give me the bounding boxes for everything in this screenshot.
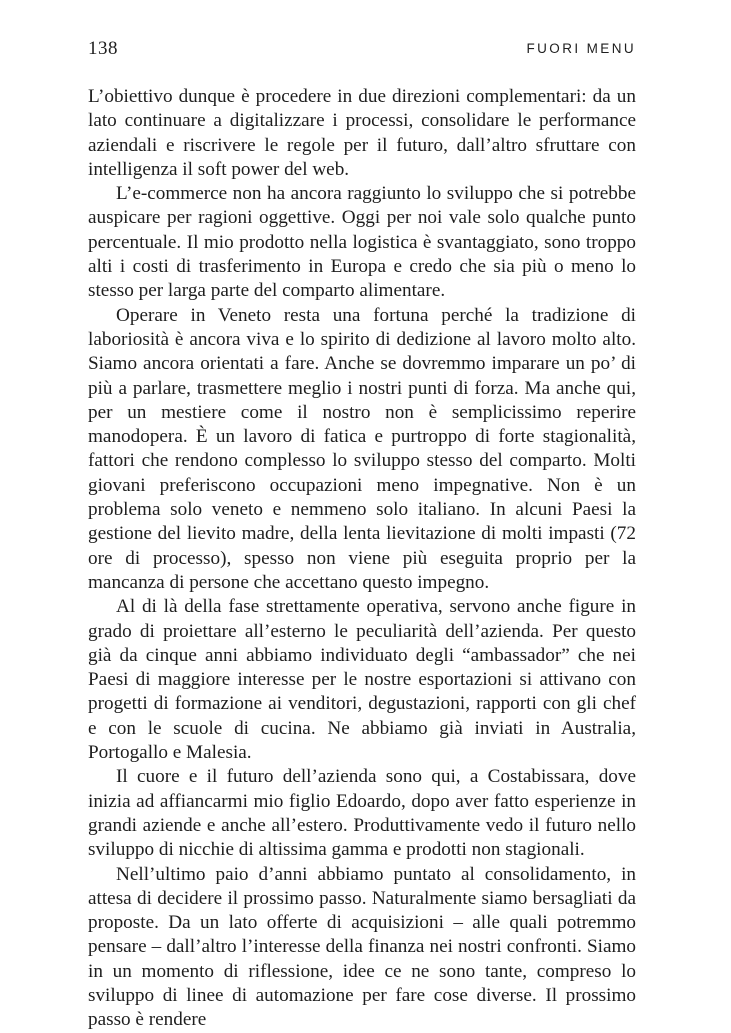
paragraph-5: Il cuore e il futuro dell’azienda sono qui, a Costabissara, dove inizia ad affiancarmi mio figlio Edoardo, dopo aver fatto esperienze in grandi aziende e anche all’estero. Produttivamente vedo il futuro nello sviluppo di nicchie di altissima gamma e prodotti non stagionali. — [88, 766, 636, 861]
paragraph-2: L’e-commerce non ha ancora raggiunto lo sviluppo che si potrebbe auspicare per ragioni oggettive. Oggi per noi vale solo qualche punto percentuale. Il mio prodotto nella logistica è svantaggiato, sono troppo alti i costi di trasferimento in Europa e credo che sia più o meno lo stesso per larga parte del comparto alimentare. — [88, 183, 636, 302]
paragraph-4: Al di là della fase strettamente operativa, servono anche figure in grado di proiettare all’esterno le peculiarità dell’azienda. Per questo già da cinque anni abbiamo individuato degli “ambassador” che nei Paesi di maggiore interesse per le nostre esportazioni si attivano con progetti di formazione ai venditori, degustazioni, rapporti con gli chef e con le scuole di cucina. Ne abbiamo già inviati in Australia, Portogallo e Malesia. — [88, 596, 636, 764]
running-head: FUORI MENU — [526, 41, 636, 56]
page-number: 138 — [88, 38, 118, 59]
book-page — [88, 0, 636, 1031]
paragraph-6: Nell’ultimo paio d’anni abbiamo puntato al consolidamento, in attesa di decidere il prossimo passo. Naturalmente siamo bersagliati da proposte. Da un lato offerte di acquisizioni – alle quali potremmo pensare – dall’altro l’interesse della finanza nei nostri confronti. Siamo in un momento di riflessione, idee ce ne sono tante, compreso lo sviluppo di linee di automazione per fare cose diverse. Il prossimo passo è rendere — [88, 863, 636, 1031]
paragraph-1: L’obiettivo dunque è procedere in due direzioni complementari: da un lato continuare a digitalizzare i processi, consolidare le performance aziendali e riscrivere le regole per il futuro, dall’altro sfruttare con intelligenza il soft power del web. — [88, 86, 636, 180]
paragraph-3: Operare in Veneto resta una fortuna perché la tradizione di laboriosità è ancora viva e lo spirito di dedizione al lavoro molto alto. Siamo ancora orientati a fare. Anche se dovremmo imparare un po’ di più a parlare, trasmettere meglio i nostri punti di forza. Ma anche qui, per un mestiere come il nostro non è semplicissimo reperire manodopera. È un lavoro di fatica e purtroppo di forte stagionalità, fattori che rendono complesso lo sviluppo stesso del comparto. Molti giovani preferiscono occupazioni meno impegnative. Non è un problema solo veneto e nemmeno solo italiano. In alcuni Paesi la gestione del lievito madre, della lenta lievitazione di molti impasti (72 ore di processo), spesso non viene più eseguita proprio per la mancanza di persone che accettano questo impegno. — [88, 304, 636, 593]
page-header — [88, 38, 636, 62]
body-text — [88, 85, 636, 1033]
